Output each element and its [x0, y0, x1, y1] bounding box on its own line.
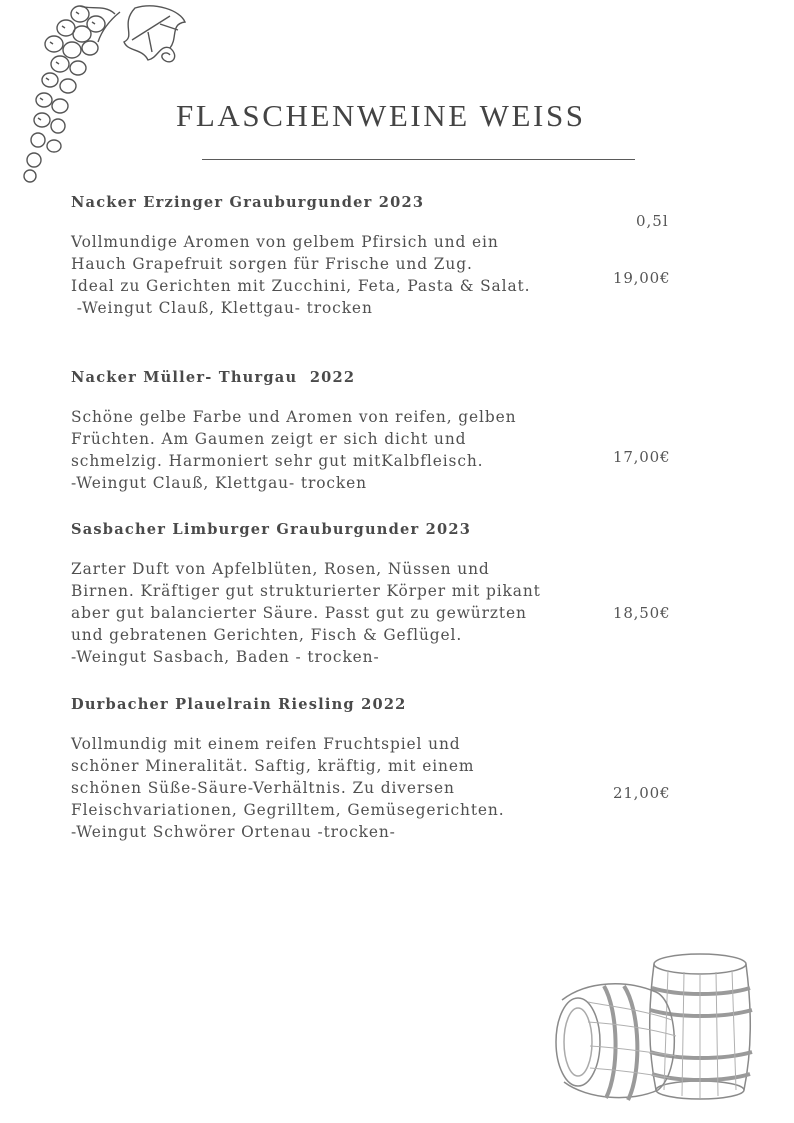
wine-description	[71, 406, 571, 494]
wine-price: 21,00€	[613, 784, 671, 802]
wine-description-line: -Weingut Schwörer Ortenau -trocken-	[71, 823, 396, 841]
wine-description	[71, 733, 571, 843]
wine-description-line: und gebratenen Gerichten, Fisch & Geflügel.	[71, 626, 463, 644]
wine-price: 19,00€	[613, 269, 671, 287]
wine-price: 17,00€	[613, 448, 671, 466]
wine-item	[71, 521, 571, 668]
wine-name: Nacker Müller- Thurgau 2022	[71, 369, 356, 386]
wine-item	[71, 696, 571, 843]
wine-name: Durbacher Plauelrain Riesling 2022	[71, 696, 407, 713]
title-divider	[202, 159, 635, 160]
wine-description	[71, 231, 571, 319]
wine-description-line: schmelzig. Harmoniert sehr gut mitKalbfleisch.	[71, 452, 484, 470]
grapes-icon	[20, 0, 190, 185]
wine-name: Nacker Erzinger Grauburgunder 2023	[71, 194, 425, 211]
wine-description-line: Zarter Duft von Apfelblüten, Rosen, Nüssen und	[71, 560, 490, 578]
wine-description-line: aber gut balancierter Säure. Passt gut zu gewürzten	[71, 604, 527, 622]
wine-description-line: -Weingut Sasbach, Baden - trocken-	[71, 648, 380, 666]
wine-description-line: Schöne gelbe Farbe und Aromen von reifen, gelben	[71, 408, 517, 426]
wine-description-line: Hauch Grapefruit sorgen für Frische und Zug.	[71, 255, 473, 273]
wine-item	[71, 369, 571, 494]
wine-description	[71, 558, 571, 668]
wine-description-line: Früchten. Am Gaumen zeigt er sich dicht und	[71, 430, 467, 448]
barrels-icon	[548, 950, 760, 1110]
wine-description-line: -Weingut Clauß, Klettgau- trocken	[71, 299, 373, 317]
wine-description-line: schöner Mineralität. Saftig, kräftig, mit einem	[71, 757, 475, 775]
wine-description-line: Vollmundige Aromen von gelbem Pfirsich und ein	[71, 233, 499, 251]
wine-name: Sasbacher Limburger Grauburgunder 2023	[71, 521, 472, 538]
bottle-size-label: 0,5l	[636, 212, 669, 230]
wine-description-line: -Weingut Clauß, Klettgau- trocken	[71, 474, 367, 492]
wine-description-line: Ideal zu Gerichten mit Zucchini, Feta, Pasta & Salat.	[71, 277, 531, 295]
wine-description-line: Fleischvariationen, Gegrilltem, Gemüsegerichten.	[71, 801, 505, 819]
wine-description-line: schönen Süße-Säure-Verhältnis. Zu diversen	[71, 779, 455, 797]
page-title: FLASCHENWEINE WEISS	[176, 98, 586, 133]
wine-description-line: Birnen. Kräftiger gut strukturierter Körper mit pikant	[71, 582, 541, 600]
wine-description-line: Vollmundig mit einem reifen Fruchtspiel und	[71, 735, 461, 753]
wine-item	[71, 194, 571, 319]
wine-price: 18,50€	[613, 604, 671, 622]
